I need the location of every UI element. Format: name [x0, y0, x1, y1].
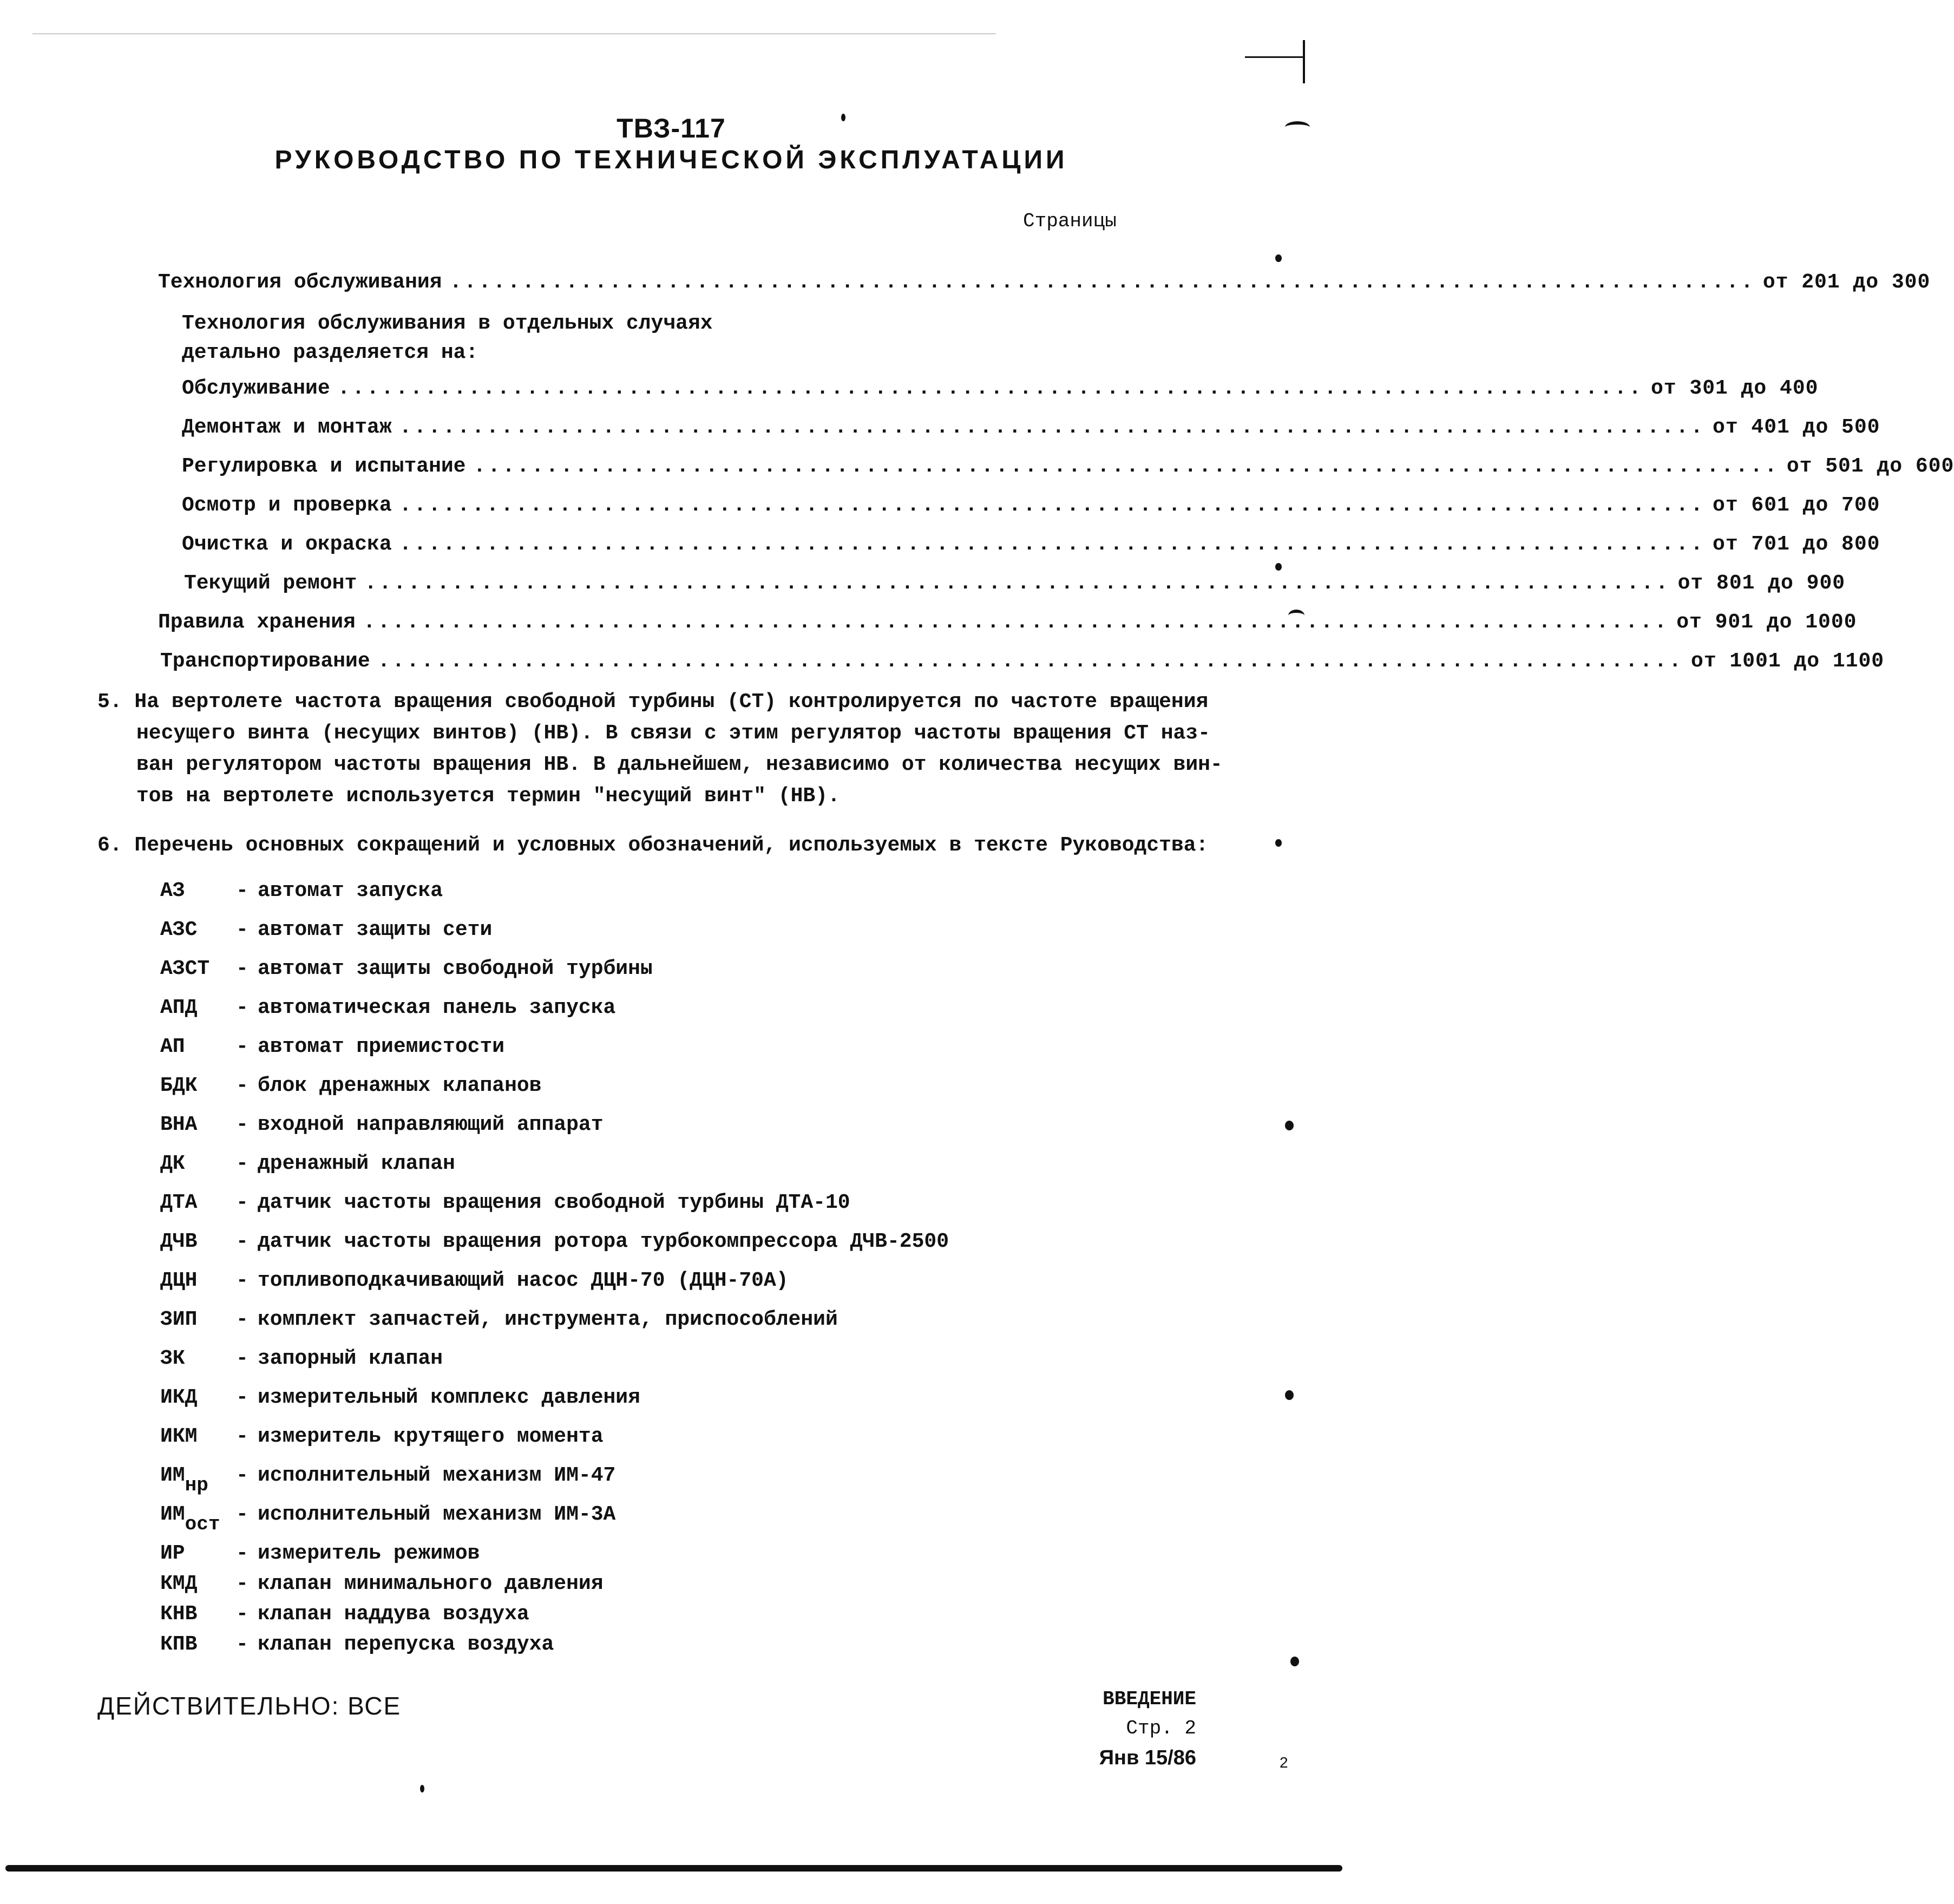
- abbreviation-code: [160, 1602, 197, 1626]
- abbreviation-definition: входной направляющий аппарат: [258, 1113, 604, 1136]
- toc-page-range: от 501 до 600: [1786, 455, 1954, 478]
- abbreviation-code: [160, 1503, 220, 1535]
- abbreviation-definition: измерительный комплекс давления: [258, 1386, 640, 1409]
- corner-mark-horizontal: [1245, 56, 1303, 58]
- paragraph-line: несущего винта (несущих винтов) (НВ). В связи с этим регулятор частоты вращения СТ наз-: [136, 722, 1210, 745]
- abbreviation-subscript: нр: [185, 1474, 208, 1496]
- toc-row-inspection-check[interactable]: [182, 494, 1880, 521]
- abbreviation-code-text: ИКМ: [160, 1425, 198, 1448]
- binding-hole-mark: [1285, 1121, 1294, 1130]
- abbreviation-code: [160, 1633, 197, 1656]
- abbreviation-code-text: ВНА: [160, 1113, 198, 1136]
- toc-leader-dots: ..........................................................................................: [449, 271, 1755, 294]
- abbreviation-code: [160, 1425, 197, 1448]
- abbreviation-code: [160, 1152, 185, 1175]
- toc-row-transportation[interactable]: [160, 650, 1885, 677]
- toc-page-range: от 301 до 400: [1651, 377, 1819, 400]
- abbreviation-code: [160, 1074, 197, 1097]
- abbreviation-code: [160, 1035, 185, 1058]
- abbreviation-code-text: ДЧВ: [160, 1230, 198, 1253]
- dash-separator: -: [236, 1269, 248, 1292]
- binding-hole-mark: [1275, 254, 1282, 262]
- dash-separator: -: [236, 1113, 248, 1136]
- toc-label: Очистка и окраска: [182, 533, 392, 556]
- toc-leader-dots: ..........................................................................................: [399, 416, 1706, 439]
- abbreviation-code-text: ДТА: [160, 1191, 198, 1214]
- abbreviation-definition: автомат защиты свободной турбины: [258, 957, 653, 980]
- toc-row-removal-installation[interactable]: [182, 416, 1880, 443]
- page-bottom-rule: [5, 1865, 1342, 1872]
- toc-row-cleaning-painting[interactable]: [182, 533, 1880, 560]
- toc-label: Обслуживание: [182, 377, 330, 400]
- abbreviation-code: [160, 1386, 197, 1409]
- abbreviation-code-text: КМД: [160, 1572, 198, 1595]
- abbreviation-definition: автомат защиты сети: [258, 918, 493, 941]
- dash-separator: -: [236, 1503, 248, 1526]
- binding-hole-mark: [1285, 1390, 1294, 1400]
- validity-note: ДЕЙСТВИТЕЛЬНО: ВСЕ: [97, 1692, 402, 1720]
- abbreviation-code-text: АЗС: [160, 918, 198, 941]
- abbreviation-code-text: ЗИП: [160, 1308, 198, 1331]
- dash-separator: -: [236, 1347, 248, 1370]
- dash-separator: -: [236, 1572, 248, 1595]
- paragraph-line: тов на вертолете используется термин "несущий винт" (НВ).: [136, 784, 840, 808]
- abbreviation-code-text: АЗСТ: [160, 957, 210, 980]
- document-title: РУКОВОДСТВО ПО ТЕХНИЧЕСКОЙ ЭКСПЛУАТАЦИИ: [274, 146, 1068, 174]
- toc-note-line: Технология обслуживания в отдельных случаях: [182, 312, 713, 335]
- abbreviation-code-text: ДК: [160, 1152, 185, 1175]
- toc-label: Демонтаж и монтаж: [182, 416, 392, 439]
- dash-separator: -: [236, 879, 248, 902]
- paragraph-line: ван регулятором частоты вращения НВ. В дальнейшем, независимо от количества несущих вин-: [136, 753, 1223, 776]
- dash-separator: -: [236, 996, 248, 1019]
- abbreviation-definition: клапан наддува воздуха: [258, 1602, 529, 1626]
- abbreviation-code-text: АЗ: [160, 879, 185, 902]
- abbreviation-code-text: БДК: [160, 1074, 198, 1097]
- pages-column-header: Страницы: [1023, 210, 1117, 232]
- toc-label: Текущий ремонт: [184, 572, 357, 595]
- abbreviation-code: [160, 1542, 185, 1565]
- dash-separator: -: [236, 1425, 248, 1448]
- abbreviation-code-text: ИМ: [160, 1464, 185, 1487]
- abbreviation-definition: топливоподкачивающий насос ДЦН-70 (ДЦН-70А): [258, 1269, 789, 1292]
- abbreviation-code-text: АПД: [160, 996, 198, 1019]
- abbreviation-code: [160, 1308, 197, 1331]
- toc-leader-dots: ..........................................................................................: [399, 533, 1706, 556]
- dash-separator: -: [236, 1152, 248, 1175]
- dash-separator: -: [236, 1602, 248, 1626]
- dash-separator: -: [236, 1542, 248, 1565]
- toc-note-line: детально разделяется на:: [182, 341, 478, 364]
- abbreviation-code-text: ИР: [160, 1542, 185, 1565]
- dash-separator: -: [236, 1074, 248, 1097]
- toc-label: Технология обслуживания: [158, 271, 442, 294]
- toc-leader-dots: ..........................................................................................: [399, 494, 1706, 517]
- toc-row-current-repair[interactable]: [184, 572, 1846, 599]
- toc-row-maintenance-technology[interactable]: [158, 271, 1931, 298]
- abbreviation-definition: запорный клапан: [258, 1347, 443, 1370]
- toc-label: Регулировка и испытание: [182, 455, 466, 478]
- toc-label: Транспортирование: [160, 650, 370, 673]
- abbreviation-definition: исполнительный механизм ИМ-3А: [258, 1503, 616, 1526]
- toc-label: Правила хранения: [158, 611, 356, 634]
- toc-page-range: от 401 до 500: [1713, 416, 1880, 439]
- binding-hole-mark: [1290, 1657, 1299, 1666]
- abbreviation-code-text: ЗК: [160, 1347, 185, 1370]
- abbreviation-code-text: АП: [160, 1035, 185, 1058]
- page-number: Стр. 2: [1126, 1717, 1196, 1739]
- abbreviation-definition: измеритель крутящего момента: [258, 1425, 604, 1448]
- dash-separator: -: [236, 1191, 248, 1214]
- abbreviation-definition: автомат запуска: [258, 879, 443, 902]
- abbreviation-code-text: КНВ: [160, 1602, 198, 1626]
- abbreviation-code: [160, 1464, 208, 1496]
- toc-page-range: от 1001 до 1100: [1691, 650, 1885, 673]
- toc-row-servicing[interactable]: [182, 377, 1819, 404]
- toc-leader-dots: ..........................................................................................: [364, 572, 1670, 595]
- section-6-intro: 6. Перечень основных сокращений и условных обозначений, используемых в тексте Руководства:: [97, 834, 1209, 857]
- toc-leader-dots: ..........................................................................................: [473, 455, 1779, 478]
- abbreviation-code-text: КПВ: [160, 1633, 198, 1656]
- abbreviation-definition: исполнительный механизм ИМ-47: [258, 1464, 616, 1487]
- abbreviation-subscript: ост: [185, 1513, 220, 1535]
- abbreviation-definition: автомат приемистости: [258, 1035, 505, 1058]
- binding-hole-mark: [1275, 563, 1282, 571]
- dash-separator: -: [236, 1308, 248, 1331]
- abbreviation-definition: датчик частоты вращения ротора турбокомпрессора ДЧВ-2500: [258, 1230, 949, 1253]
- abbreviation-code: [160, 957, 209, 980]
- abbreviation-definition: клапан минимального давления: [258, 1572, 604, 1595]
- toc-leader-dots: ..........................................................................................: [363, 611, 1669, 634]
- abbreviation-definition: комплект запчастей, инструмента, приспособлений: [258, 1308, 838, 1331]
- abbreviation-definition: датчик частоты вращения свободной турбины ДТА-10: [258, 1191, 850, 1214]
- toc-page-range: от 901 до 1000: [1676, 611, 1857, 634]
- toc-leader-dots: ..........................................................................................: [337, 377, 1643, 400]
- abbreviation-code: [160, 918, 197, 941]
- dash-separator: -: [236, 1464, 248, 1487]
- toc-row-storage-rules[interactable]: [158, 611, 1857, 638]
- toc-page-range: от 801 до 900: [1677, 572, 1846, 595]
- abbreviation-code: [160, 1230, 197, 1253]
- abbreviation-code: [160, 1113, 197, 1136]
- dash-separator: -: [236, 918, 248, 941]
- abbreviation-definition: клапан перепуска воздуха: [258, 1633, 554, 1656]
- abbreviation-definition: блок дренажных клапанов: [258, 1074, 542, 1097]
- abbreviation-code-text: ИМ: [160, 1503, 185, 1526]
- abbreviation-definition: автоматическая панель запуска: [258, 996, 616, 1019]
- corner-mark-vertical: [1303, 40, 1305, 83]
- toc-page-range: от 701 до 800: [1713, 533, 1880, 556]
- abbreviation-definition: дренажный клапан: [258, 1152, 455, 1175]
- paragraph-line: 5. На вертолете частота вращения свободной турбины (СТ) контролируется по частоте вращения: [97, 690, 1209, 714]
- toc-page-range: от 201 до 300: [1762, 271, 1931, 294]
- speck-mark: [420, 1785, 424, 1792]
- dash-separator: -: [236, 957, 248, 980]
- section-name: ВВЕДЕНИЕ: [1103, 1688, 1196, 1710]
- abbreviation-code-text: ДЦН: [160, 1269, 198, 1292]
- toc-row-adjustment-testing[interactable]: [182, 455, 1954, 482]
- dash-separator: -: [236, 1035, 248, 1058]
- toc-leader-dots: ..........................................................................................: [377, 650, 1684, 673]
- sheet-number: 2: [1280, 1754, 1288, 1771]
- abbreviation-code: [160, 1572, 197, 1595]
- abbreviation-code-text: ИКД: [160, 1386, 198, 1409]
- toc-page-range: от 601 до 700: [1713, 494, 1880, 517]
- document-code: ТВЗ-117: [617, 113, 726, 143]
- dash-separator: -: [236, 1386, 248, 1409]
- section-5-paragraph: [97, 686, 1223, 812]
- abbreviation-code: [160, 1269, 197, 1292]
- toc-label: Осмотр и проверка: [182, 494, 392, 517]
- abbreviation-code: [160, 1347, 185, 1370]
- binding-hole-mark: [1275, 839, 1282, 847]
- abbreviation-definition: измеритель режимов: [258, 1542, 480, 1565]
- dash-separator: -: [236, 1230, 248, 1253]
- revision-date: Янв 15/86: [1099, 1746, 1196, 1769]
- dash-separator: -: [236, 1633, 248, 1656]
- abbreviation-code: [160, 996, 197, 1019]
- abbreviation-code: [160, 879, 185, 902]
- abbreviation-code: [160, 1191, 197, 1214]
